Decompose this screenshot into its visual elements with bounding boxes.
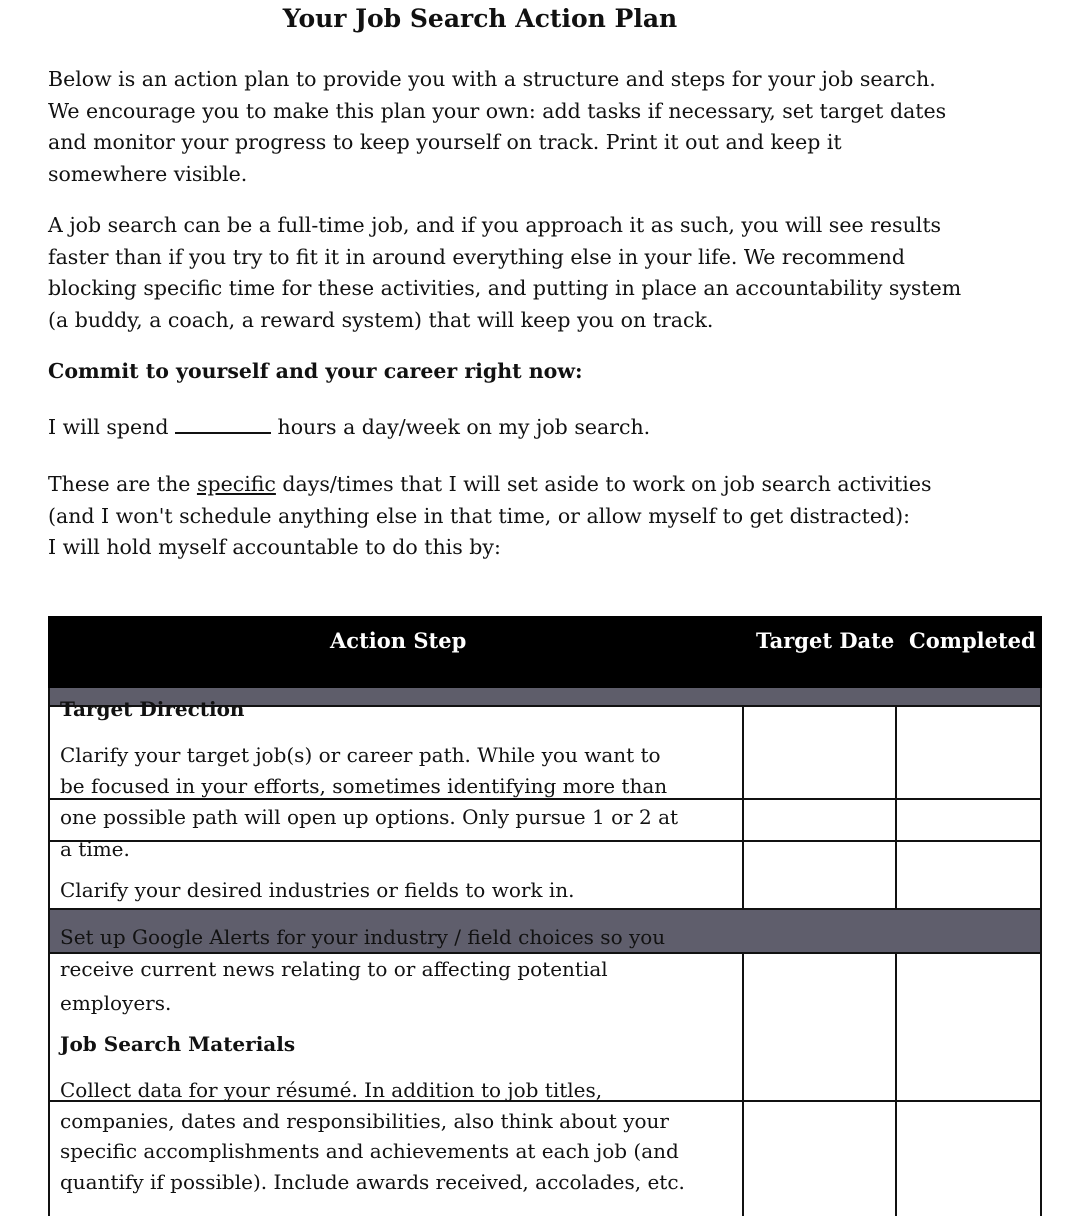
action-plan-table xyxy=(48,616,1042,1216)
action-step-text: companies, dates and responsibilities, also think about your xyxy=(60,1109,669,1133)
table-header xyxy=(48,616,1042,688)
text-line: (a buddy, a coach, a reward system) that will keep you on track. xyxy=(48,307,714,332)
header-target-date: Target Date xyxy=(756,628,895,653)
intro-paragraph-1 xyxy=(48,64,946,190)
column-border xyxy=(895,952,897,1216)
action-step-text: one possible path will open up options. Only pursue 1 or 2 at xyxy=(60,805,679,829)
hours-blank-line[interactable] xyxy=(175,414,271,434)
column-border xyxy=(1040,688,1042,1216)
document-title: Your Job Search Action Plan xyxy=(282,4,678,33)
column-border xyxy=(48,688,50,1216)
text-span: hours a day/week on my job search. xyxy=(270,415,651,439)
text-span: days/times that I will set aside to work on job search activities xyxy=(275,472,932,496)
action-step-text: quantify if possible). Include awards received, accolades, etc. xyxy=(60,1170,685,1194)
action-step-text: employers. xyxy=(60,991,172,1015)
underlined-word: specific xyxy=(196,472,276,496)
column-border xyxy=(895,705,897,910)
text-line: and monitor your progress to keep yourself on track. Print it out and keep it xyxy=(48,130,842,154)
hours-commitment xyxy=(48,412,650,444)
action-step-text: be focused in your efforts, sometimes identifying more than xyxy=(60,774,668,798)
text-line: Below is an action plan to provide you with a structure and steps for your job search. xyxy=(48,67,936,91)
intro-paragraph-2 xyxy=(48,210,961,336)
text-line: somewhere visible. xyxy=(48,161,248,186)
action-step-text: a time. xyxy=(60,837,130,861)
text-line: faster than if you try to fit it in around everything else in your life. We recommend xyxy=(48,244,905,269)
header-action-step: Action Step xyxy=(330,628,467,653)
action-step-text: Set up Google Alerts for your industry / field choices so you xyxy=(60,925,666,949)
action-step-text: Clarify your target job(s) or career path. While you want to xyxy=(60,743,661,767)
row-border xyxy=(48,840,1042,842)
row-border xyxy=(48,908,1042,910)
action-step-text: specific accomplishments and achievements at each job (and xyxy=(60,1139,679,1163)
commit-heading: Commit to yourself and your career right now: xyxy=(48,359,583,383)
text-line xyxy=(48,469,932,501)
column-border xyxy=(742,952,744,1216)
section-heading-target-direction: Target Direction xyxy=(60,697,245,721)
text-line: A job search can be a full-time job, and if you approach it as such, you will see results xyxy=(48,213,942,237)
text-line: (and I won't schedule anything else in that time, or allow myself to get distracted): xyxy=(48,503,910,528)
text-line: blocking specific time for these activities, and putting in place an accountability system xyxy=(48,276,962,300)
text-line: I will hold myself accountable to do this by: xyxy=(48,535,501,559)
text-line: We encourage you to make this plan your own: add tasks if necessary, set target dates xyxy=(48,98,947,123)
column-border xyxy=(742,705,744,910)
text-span: I will spend xyxy=(48,415,175,439)
text-span: These are the xyxy=(48,472,197,496)
action-step-text: receive current news relating to or affecting potential xyxy=(60,957,608,981)
section-heading-job-materials: Job Search Materials xyxy=(60,1032,296,1056)
header-completed: Completed xyxy=(909,628,1036,653)
action-step-text: Clarify your desired industries or fields to work in. xyxy=(60,878,575,902)
action-step-text: Collect data for your résumé. In addition to job titles, xyxy=(60,1078,603,1102)
specific-times-paragraph xyxy=(48,469,932,564)
